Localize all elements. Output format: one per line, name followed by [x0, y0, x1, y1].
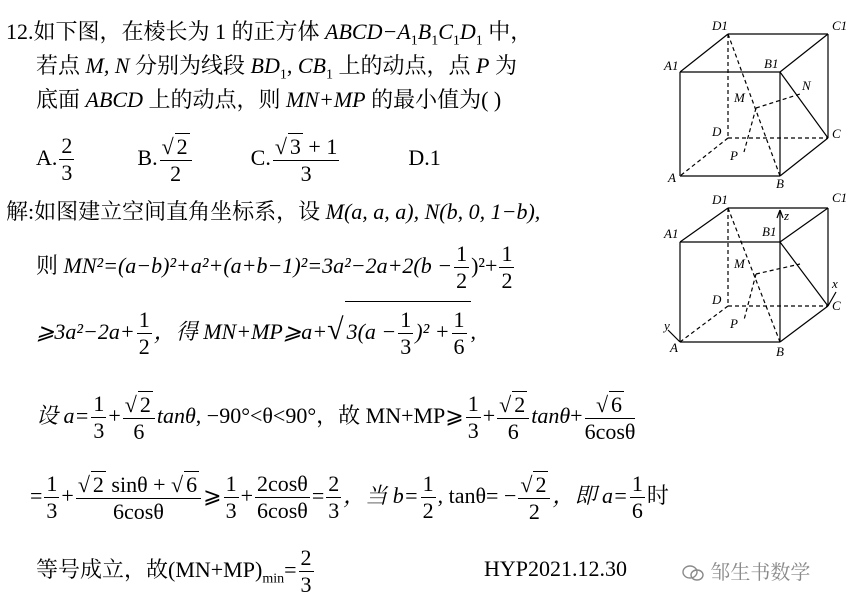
option-b: B. √ $\frac{2}{2}$: [137, 145, 193, 170]
label-d1: D1: [712, 18, 728, 33]
label-d1: D1: [712, 192, 728, 207]
problem-number: 12.: [6, 19, 34, 44]
label-b1: B1: [762, 224, 777, 239]
answer-options: [36, 128, 441, 188]
label-d: D: [712, 124, 722, 139]
solution-line-5: = $\frac{1}{3}$ + √ $\frac{2 \sin\theta + √ 6}{6\cos\theta}$ ⩾ $\frac{1}{3}$ + $\frac{2\cos\theta}{6\cos\theta}$ = $\frac{2}{3}$ ，当 b= $\frac{1}{2}$ , tanθ= − √ $\frac{2}{2}$ ，即 a= $\frac{1}{6}$ 时: [30, 466, 669, 526]
label-a1: A1: [664, 226, 679, 241]
label-b: B: [776, 176, 784, 190]
option-c: C. √ $\frac{3 + 1}{3}$: [251, 145, 342, 170]
cube-figure-bottom: [660, 184, 850, 364]
label-a: A: [668, 170, 676, 185]
option-d: D.1: [408, 145, 441, 170]
label-x: x: [832, 276, 838, 291]
label-y: y: [664, 318, 670, 333]
signature: HYP2021.12.30: [484, 556, 628, 581]
label-d: D: [712, 292, 722, 307]
label-b1: B1: [764, 56, 779, 71]
label-n: N: [802, 78, 811, 93]
label-p: P: [730, 148, 738, 163]
label-m: M: [734, 90, 745, 105]
label-a: A: [670, 340, 678, 355]
label-c1: C1: [832, 18, 848, 33]
solution-line-6: 等号成立，故$(MN+MP)_{min}=$ $\frac{2}{3}$: [36, 545, 312, 598]
problem-line-2: 若点 M, N 分别为线段 $BD_1$, $CB_1$ 上的动点，点 P 为: [36, 53, 517, 83]
label-m: M: [734, 256, 745, 271]
label-c: C: [832, 298, 841, 313]
option-a: A. $\frac{2}{3}$: [36, 133, 73, 186]
wechat-icon: [682, 563, 704, 581]
problem-line-3: 底面 ABCD 上的动点，则 MN+MP 的最小值为( ): [36, 87, 502, 112]
label-p: P: [730, 316, 738, 331]
solution-line-4: 设 a= $\frac{1}{3}$ + √ $\frac{2}{6}$ tanθ, −90°<θ<90°，故 MN+MP⩾ $\frac{1}{3}$ + √ $\frac{2}{6}$ tanθ+ √ $\frac{6}{6\cos\theta}$: [36, 386, 637, 446]
label-c: C: [832, 126, 841, 141]
label-a1: A1: [664, 58, 679, 73]
watermark: 邹生书数学: [682, 556, 810, 585]
label-z: z: [784, 208, 790, 223]
solution-line-3: ⩾3a²−2a+ $\frac{1}{2}$ ，得 MN+MP⩾a+√ 3(a − $\frac{1}{3}$ )² + $\frac{1}{6}$ ,: [36, 300, 476, 362]
cube-figure-top: [660, 10, 850, 190]
label-b: B: [776, 344, 784, 359]
label-c1: C1: [832, 190, 848, 205]
solution-line-1: 解:如图建立空间直角坐标系，设 M(a, a, a), N(b, 0, 1−b),: [6, 199, 541, 224]
solution-line-2: 则 MN²=(a−b)²+a²+(a+b−1)²=3a²−2a+2(b − $\frac{1}{2}$ )²+ $\frac{1}{2}$: [36, 241, 513, 294]
problem-line-1: 12.如下图，在棱长为 1 的正方体 $ABCD-A_1B_1C_1D_1$ 中，: [6, 19, 533, 49]
